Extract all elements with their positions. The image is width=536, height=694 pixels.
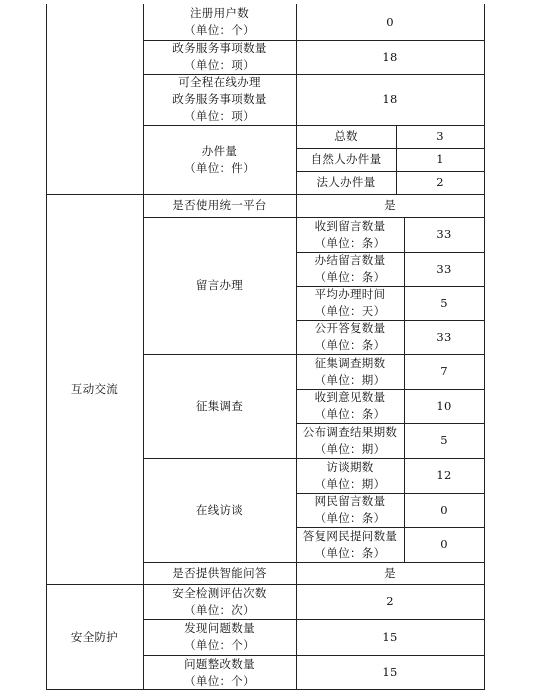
grid-line	[46, 194, 485, 195]
unit-text: （单位：次）	[184, 602, 255, 617]
label-text: 收到意见数量	[314, 390, 386, 404]
survey-label: 征集调查	[195, 398, 244, 413]
grid-line	[296, 527, 485, 528]
online-items-value: 18	[382, 92, 398, 106]
grid-line	[143, 125, 485, 126]
unified-platform-label: 是否使用统一平台	[172, 198, 267, 212]
unit-text: （单位：个）	[184, 23, 255, 37]
security-tests-value: 2	[386, 594, 394, 608]
interview-periods-label	[296, 458, 404, 493]
label-text: 政务服务事项数量	[172, 92, 267, 106]
survey-periods-value: 7	[440, 364, 448, 378]
online-items-label	[143, 74, 296, 125]
unified-platform-value: 是	[384, 198, 396, 212]
label-text: 政务服务事项数量	[172, 41, 267, 55]
interview-label: 在线访谈	[195, 502, 244, 517]
grid-line	[143, 74, 485, 75]
unit-text: （单位：期）	[314, 441, 386, 456]
label-text: 注册用户数	[190, 6, 249, 20]
messages-avg-time-label	[296, 286, 404, 320]
label-text: 公开答复数量	[314, 321, 386, 335]
label-text: 问题整改数量	[184, 656, 255, 671]
grid-line	[143, 655, 485, 656]
security-issues-fixed-label	[143, 655, 296, 690]
label-text: 办件量	[201, 143, 238, 158]
unit-text: （单位：条）	[314, 511, 386, 525]
service-items-label	[143, 40, 296, 74]
unit-text: （单位：件）	[184, 160, 255, 175]
messages-public-reply-value: 33	[436, 329, 452, 344]
label-text: 发现问题数量	[184, 621, 255, 635]
label-text: 公布调查结果期数	[302, 424, 398, 439]
messages-public-reply-label	[296, 320, 404, 354]
handled-total-value: 3	[436, 129, 444, 143]
grid-line	[46, 4, 47, 690]
survey-periods-label	[296, 354, 404, 389]
interview-replies-value: 0	[440, 537, 448, 551]
handled-label	[143, 125, 296, 194]
survey-opinions-label	[296, 389, 404, 423]
interview-netizen-msgs-value: 0	[440, 502, 448, 517]
smart-qa-label: 是否提供智能问答	[172, 565, 267, 580]
handled-natural-label: 自然人办件量	[310, 152, 382, 166]
unit-text: （单位：个）	[184, 673, 255, 688]
grid-line	[296, 493, 485, 494]
grid-line	[143, 619, 485, 620]
security-issues-found-value: 15	[382, 629, 398, 644]
grid-line	[396, 125, 397, 194]
grid-line	[296, 320, 485, 321]
grid-line	[484, 4, 485, 690]
messages-avg-time-value: 5	[440, 295, 448, 310]
grid-line	[143, 354, 485, 355]
grid-line	[296, 252, 485, 253]
security-tests-label	[143, 584, 296, 619]
unit-text: （单位：条）	[314, 545, 386, 560]
grid-line	[46, 689, 485, 690]
label-text: 办结留言数量	[314, 253, 386, 267]
label-text: 征集调查期数	[314, 355, 386, 370]
grid-line	[143, 217, 485, 218]
grid-line	[296, 423, 485, 424]
handled-legal-value: 2	[436, 175, 444, 189]
security-issues-found-label	[143, 619, 296, 655]
messages-received-value: 33	[436, 227, 452, 241]
survey-results-label	[296, 423, 404, 458]
unit-text: （单位：期）	[314, 372, 386, 387]
section-label-interaction: 互动交流	[70, 381, 119, 396]
label-text: 安全检测评估次数	[172, 585, 267, 600]
handled-total-label: 总数	[334, 129, 358, 143]
messages-closed-label	[296, 252, 404, 286]
grid-line	[143, 4, 144, 690]
grid-line	[143, 562, 485, 563]
grid-line	[296, 286, 485, 287]
unit-text: （单位：条）	[314, 235, 386, 250]
grid-line	[296, 171, 485, 172]
unit-text: （单位：期）	[314, 476, 386, 491]
label-text: 网民留言数量	[314, 494, 386, 508]
unit-text: （单位：条）	[314, 338, 386, 352]
service-items-value: 18	[382, 49, 398, 64]
grid-line	[46, 584, 485, 585]
handled-legal-label: 法人办件量	[316, 175, 376, 189]
messages-label: 留言办理	[195, 278, 244, 292]
grid-line	[143, 40, 485, 41]
messages-closed-value: 33	[436, 261, 452, 276]
label-text: 访谈期数	[326, 459, 374, 474]
messages-received-label	[296, 217, 404, 252]
grid-line	[143, 458, 485, 459]
label-text: 可全程在线办理	[178, 75, 261, 89]
registered-users-label	[143, 4, 296, 40]
label-text: 收到留言数量	[314, 218, 386, 233]
survey-opinions-value: 10	[436, 398, 452, 413]
interview-netizen-msgs-label	[296, 493, 404, 527]
security-issues-fixed-value: 15	[382, 665, 398, 679]
section-label-security: 安全防护	[70, 629, 119, 644]
survey-results-value: 5	[440, 433, 448, 447]
unit-text: （单位：个）	[184, 638, 255, 652]
label-text: 答复网民提问数量	[302, 528, 398, 543]
unit-text: （单位：项）	[184, 58, 255, 72]
grid-line	[296, 4, 297, 690]
registered-users-value: 0	[386, 14, 394, 29]
unit-text: （单位：天）	[314, 304, 386, 318]
handled-natural-value: 1	[436, 152, 444, 166]
interview-replies-label	[296, 527, 404, 562]
grid-line	[296, 148, 485, 149]
label-text: 平均办理时间	[314, 287, 386, 301]
grid-line	[296, 389, 485, 390]
unit-text: （单位：条）	[314, 270, 386, 284]
smart-qa-value: 是	[384, 565, 396, 580]
interview-periods-value: 12	[436, 468, 452, 482]
unit-text: （单位：条）	[314, 407, 386, 421]
unit-text: （单位：项）	[184, 109, 255, 123]
